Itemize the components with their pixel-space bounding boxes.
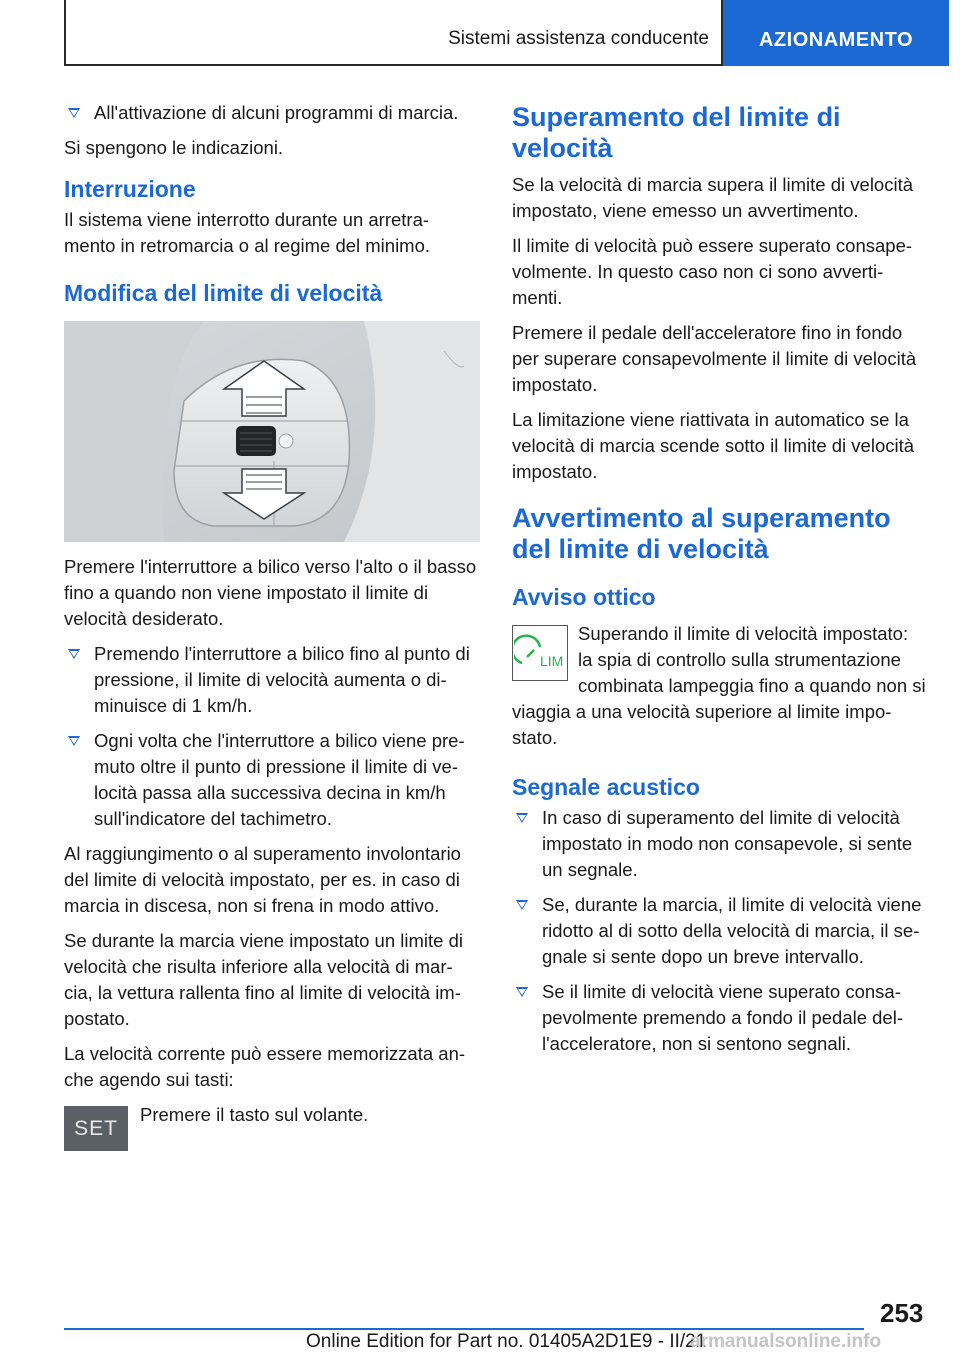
paragraph: Superando il limite di velocità impostato: la spia di controllo sulla strumentazione combinata lampeggia fino a quando non si viaggia a una velocità superiore al limite impo-stato.	[512, 623, 926, 748]
heading-superamento: Superamento del limite di velocità	[512, 102, 841, 163]
list-item: Ogni volta che l'interruttore a bilico viene pre-muto oltre il punto di pressione il limite di ve-locità passa alla successiva decina in km/h sull'indicatore del tachimetro.	[64, 728, 478, 832]
list-item: Se, durante la marcia, il limite di velocità viene ridotto al di sotto della velocità di marcia, il se-gnale si sente dopo un breve intervallo.	[512, 892, 926, 970]
lim-instruction	[512, 621, 926, 751]
set-button-icon: SET	[64, 1106, 128, 1151]
heading-interruzione: Interruzione	[64, 176, 196, 202]
bullet-list	[64, 641, 478, 832]
heading-avvertimento: Avvertimento al superamento del limite di velocità	[512, 503, 891, 564]
list-item: All'attivazione di alcuni programmi di marcia.	[64, 100, 478, 126]
paragraph: Il sistema viene interrotto durante un arretra-mento in retromarcia o al regime del minimo.	[64, 209, 431, 256]
bullet-list	[64, 100, 478, 126]
page-number: 253	[880, 1298, 924, 1328]
heading-modifica: Modifica del limite di velocità	[64, 280, 383, 306]
triangle-bullet-icon	[68, 649, 80, 659]
paragraph: Si spengono le indicazioni.	[64, 137, 284, 158]
paragraph: Il limite di velocità può essere superato consape-volmente. In questo caso non ci sono avverti-menti.	[512, 235, 913, 308]
watermark: armanualsonline.info	[690, 1331, 882, 1352]
paragraph: La velocità corrente può essere memorizzata an-che agendo sui tasti:	[64, 1043, 466, 1090]
heading-segnale-acustico: Segnale acustico	[512, 774, 700, 800]
steering-wheel-rocker-switch-image	[64, 321, 480, 542]
svg-text:LIM: LIM	[540, 653, 564, 669]
triangle-bullet-icon	[516, 900, 528, 910]
edition-text: Online Edition for Part no. 01405A2D1E9 - II/21	[306, 1331, 707, 1352]
paragraph: La limitazione viene riattivata in automatico se la velocità di marcia scende sotto il limite di velocità impostato.	[512, 409, 915, 482]
set-instruction	[64, 1102, 478, 1140]
triangle-bullet-icon	[68, 108, 80, 118]
paragraph: Al raggiungimento o al superamento involontario del limite di velocità impostato, per es. in caso di marcia in discesa, non si frena in modo attivo.	[64, 843, 461, 916]
paragraph: Se durante la marcia viene impostato un limite di velocità che risulta inferiore alla velocità di mar-cia, la vettura rallenta fino al limite di velocità im-postato.	[64, 930, 463, 1029]
footer-divider	[64, 1328, 864, 1330]
triangle-bullet-icon	[516, 813, 528, 823]
chapter-tab[interactable]: AZIONAMENTO	[723, 0, 949, 66]
paragraph: Premere il tasto sul volante.	[140, 1104, 369, 1125]
page-header	[64, 0, 949, 66]
paragraph: Se la velocità di marcia supera il limite di velocità impostato, viene emesso un avvertimento.	[512, 174, 914, 221]
list-item: In caso di superamento del limite di velocità impostato in modo non consapevole, si sente un segnale.	[512, 805, 926, 883]
heading-avviso-ottico: Avviso ottico	[512, 584, 656, 610]
section-title: Sistemi assistenza conducente	[66, 0, 723, 64]
left-column	[64, 100, 478, 1155]
list-item: Premendo l'interruttore a bilico fino al punto di pressione, il limite di velocità aumenta o di-minuisce di 1 km/h.	[64, 641, 478, 719]
triangle-bullet-icon	[68, 736, 80, 746]
list-item: Se il limite di velocità viene superato consa-pevolmente premendo a fondo il pedale del-l'acceleratore, non si sentono segnali.	[512, 979, 926, 1057]
speed-limit-warning-icon	[512, 625, 568, 681]
paragraph: Premere il pedale dell'acceleratore fino in fondo per superare consapevolmente il limite di velocità impostato.	[512, 322, 917, 395]
right-column	[512, 100, 926, 1066]
triangle-bullet-icon	[516, 987, 528, 997]
paragraph: Premere l'interruttore a bilico verso l'alto o il basso fino a quando non viene impostato il limite di velocità desiderato.	[64, 556, 477, 629]
bullet-list	[512, 805, 926, 1057]
